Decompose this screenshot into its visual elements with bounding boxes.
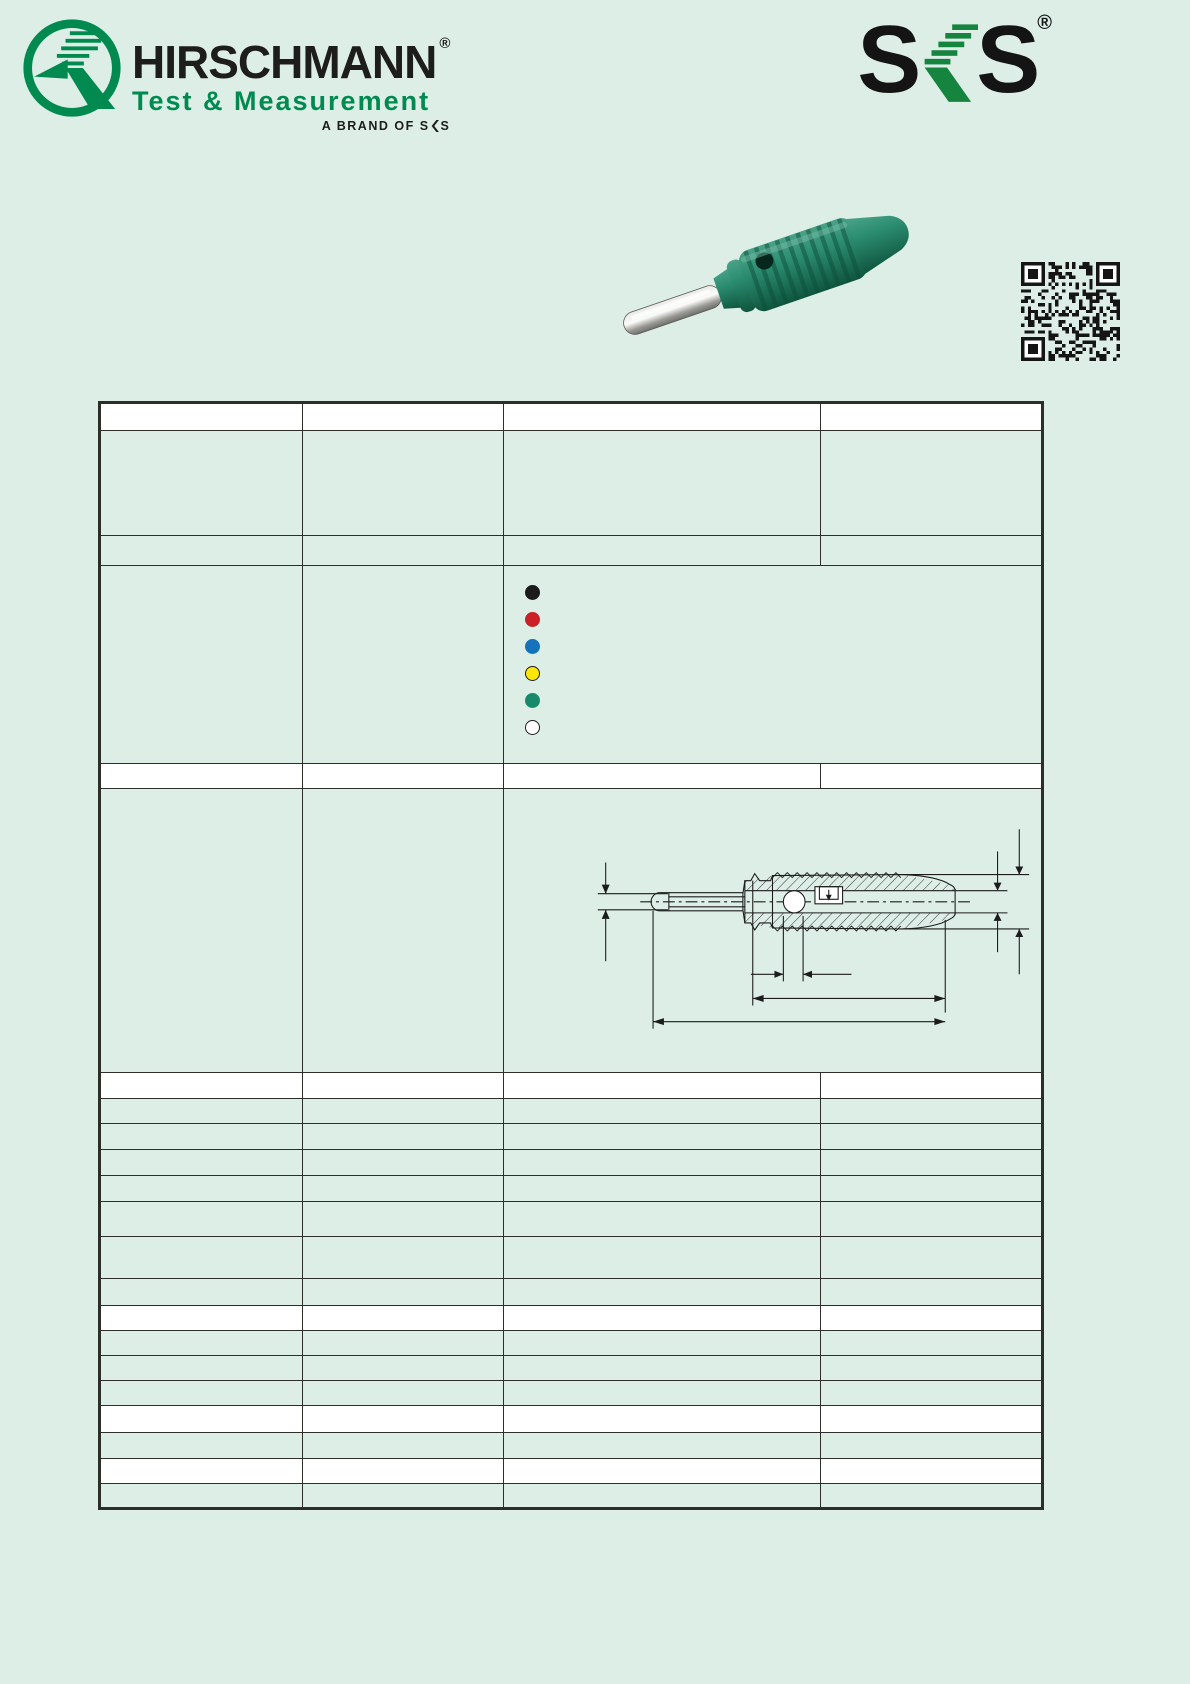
table-cell <box>302 431 503 535</box>
table-cell <box>101 1331 302 1355</box>
table-cell <box>101 536 302 565</box>
table-cell <box>302 764 503 788</box>
table-cell <box>503 1406 820 1432</box>
table-cell <box>302 1306 503 1330</box>
table-cell <box>503 1356 820 1380</box>
table-cell <box>820 1202 1041 1236</box>
table-cell <box>101 1433 302 1458</box>
sks-letter-s: S <box>857 6 919 113</box>
table-cell <box>503 1150 820 1175</box>
hirschmann-subtitle: Test & Measurement <box>132 86 431 116</box>
table-cell <box>820 1073 1041 1098</box>
table-row <box>101 1175 1041 1201</box>
table-cell <box>820 1124 1041 1149</box>
table-cell <box>820 1381 1041 1405</box>
table-row <box>101 535 1041 565</box>
table-cell <box>101 1150 302 1175</box>
spec-table <box>98 401 1044 1510</box>
table-cell <box>302 1381 503 1405</box>
table-cell <box>302 1124 503 1149</box>
table-cell <box>503 1237 820 1278</box>
table-cell <box>820 1406 1041 1432</box>
table-cell <box>101 431 302 535</box>
sks-chevron-icon <box>916 20 978 108</box>
table-cell <box>101 1176 302 1201</box>
table-cell <box>101 1406 302 1432</box>
table-cell <box>101 404 302 430</box>
dimension-drawing <box>504 789 1041 1072</box>
table-cell <box>302 1099 503 1123</box>
table-cell <box>503 431 820 535</box>
sks-logo <box>857 6 1052 113</box>
color-option-red <box>525 612 540 627</box>
table-cell <box>820 1150 1041 1175</box>
table-cell <box>820 1306 1041 1330</box>
table-cell <box>101 1279 302 1305</box>
table-cell <box>503 1176 820 1201</box>
color-option-white <box>525 720 540 735</box>
table-cell <box>101 1484 302 1507</box>
table-cell <box>503 404 820 430</box>
table-cell <box>302 1406 503 1432</box>
table-cell <box>820 404 1041 430</box>
sks-mini-chevron-icon <box>431 120 440 132</box>
table-cell <box>101 764 302 788</box>
table-cell <box>503 789 1041 1072</box>
table-cell <box>302 1433 503 1458</box>
table-cell <box>302 566 503 763</box>
table-cell <box>101 1381 302 1405</box>
table-row <box>101 1405 1041 1432</box>
color-option-yellow <box>525 666 540 681</box>
table-cell <box>503 566 1041 763</box>
table-cell <box>820 1433 1041 1458</box>
table-row <box>101 763 1041 788</box>
table-row <box>101 1201 1041 1236</box>
table-cell <box>302 1176 503 1201</box>
color-option-green <box>525 693 540 708</box>
brand-line: A BRAND OF S S <box>321 119 451 134</box>
table-cell <box>820 1356 1041 1380</box>
table-cell <box>820 1331 1041 1355</box>
table-cell <box>302 1484 503 1507</box>
table-cell <box>820 1279 1041 1305</box>
table-cell <box>302 536 503 565</box>
table-cell <box>503 1306 820 1330</box>
table-cell <box>101 1202 302 1236</box>
table-cell <box>302 1202 503 1236</box>
table-cell <box>503 1279 820 1305</box>
hirschmann-logo <box>18 14 450 133</box>
table-cell <box>503 536 820 565</box>
table-cell <box>820 764 1041 788</box>
table-cell <box>503 1484 820 1507</box>
registered-mark: ® <box>439 35 451 52</box>
table-row <box>101 1458 1041 1483</box>
table-cell <box>302 1331 503 1355</box>
table-cell <box>820 1459 1041 1483</box>
table-row <box>101 1355 1041 1380</box>
table-cell <box>101 1099 302 1123</box>
table-row <box>101 1098 1041 1123</box>
table-cell <box>503 1124 820 1149</box>
table-row <box>101 1380 1041 1405</box>
product-photo <box>598 196 930 360</box>
table-cell <box>302 1150 503 1175</box>
table-cell <box>101 1356 302 1380</box>
table-row <box>101 1123 1041 1149</box>
table-row <box>101 1149 1041 1175</box>
table-row <box>101 1236 1041 1278</box>
table-cell <box>302 1356 503 1380</box>
table-cell <box>820 1099 1041 1123</box>
table-row <box>101 1483 1041 1507</box>
table-row <box>101 1305 1041 1330</box>
table-cell <box>302 404 503 430</box>
table-cell <box>820 1484 1041 1507</box>
table-cell <box>101 566 302 763</box>
color-option-blue <box>525 639 540 654</box>
table-cell <box>503 1381 820 1405</box>
table-cell <box>503 1459 820 1483</box>
table-cell <box>302 1237 503 1278</box>
table-row <box>101 430 1041 535</box>
table-row-drawing <box>101 788 1041 1072</box>
table-cell <box>503 1331 820 1355</box>
table-cell <box>302 1279 503 1305</box>
table-row <box>101 1330 1041 1355</box>
table-cell <box>302 789 503 1072</box>
table-cell <box>503 1202 820 1236</box>
table-cell <box>101 1124 302 1149</box>
sks-letter-s: S <box>976 6 1038 113</box>
registered-mark: ® <box>1037 12 1052 34</box>
table-cell <box>101 789 302 1072</box>
color-options <box>504 566 1041 735</box>
hirschmann-wordmark: HIRSCHMANN ® <box>132 35 451 88</box>
table-cell <box>820 1176 1041 1201</box>
table-cell <box>503 1099 820 1123</box>
table-row <box>101 1432 1041 1458</box>
table-cell <box>101 1237 302 1278</box>
color-option-black <box>525 585 540 600</box>
table-row <box>101 404 1041 430</box>
table-cell <box>101 1073 302 1098</box>
table-row-dots <box>101 565 1041 763</box>
table-cell <box>503 1073 820 1098</box>
table-cell <box>302 1073 503 1098</box>
table-cell <box>101 1459 302 1483</box>
table-cell <box>302 1459 503 1483</box>
hirschmann-logo-icon <box>18 14 126 122</box>
table-cell <box>820 1237 1041 1278</box>
table-row <box>101 1072 1041 1098</box>
qr-code <box>1021 262 1120 361</box>
table-cell <box>503 1433 820 1458</box>
table-row <box>101 1278 1041 1305</box>
table-cell <box>820 431 1041 535</box>
table-cell <box>820 536 1041 565</box>
table-cell <box>503 764 820 788</box>
table-cell <box>101 1306 302 1330</box>
